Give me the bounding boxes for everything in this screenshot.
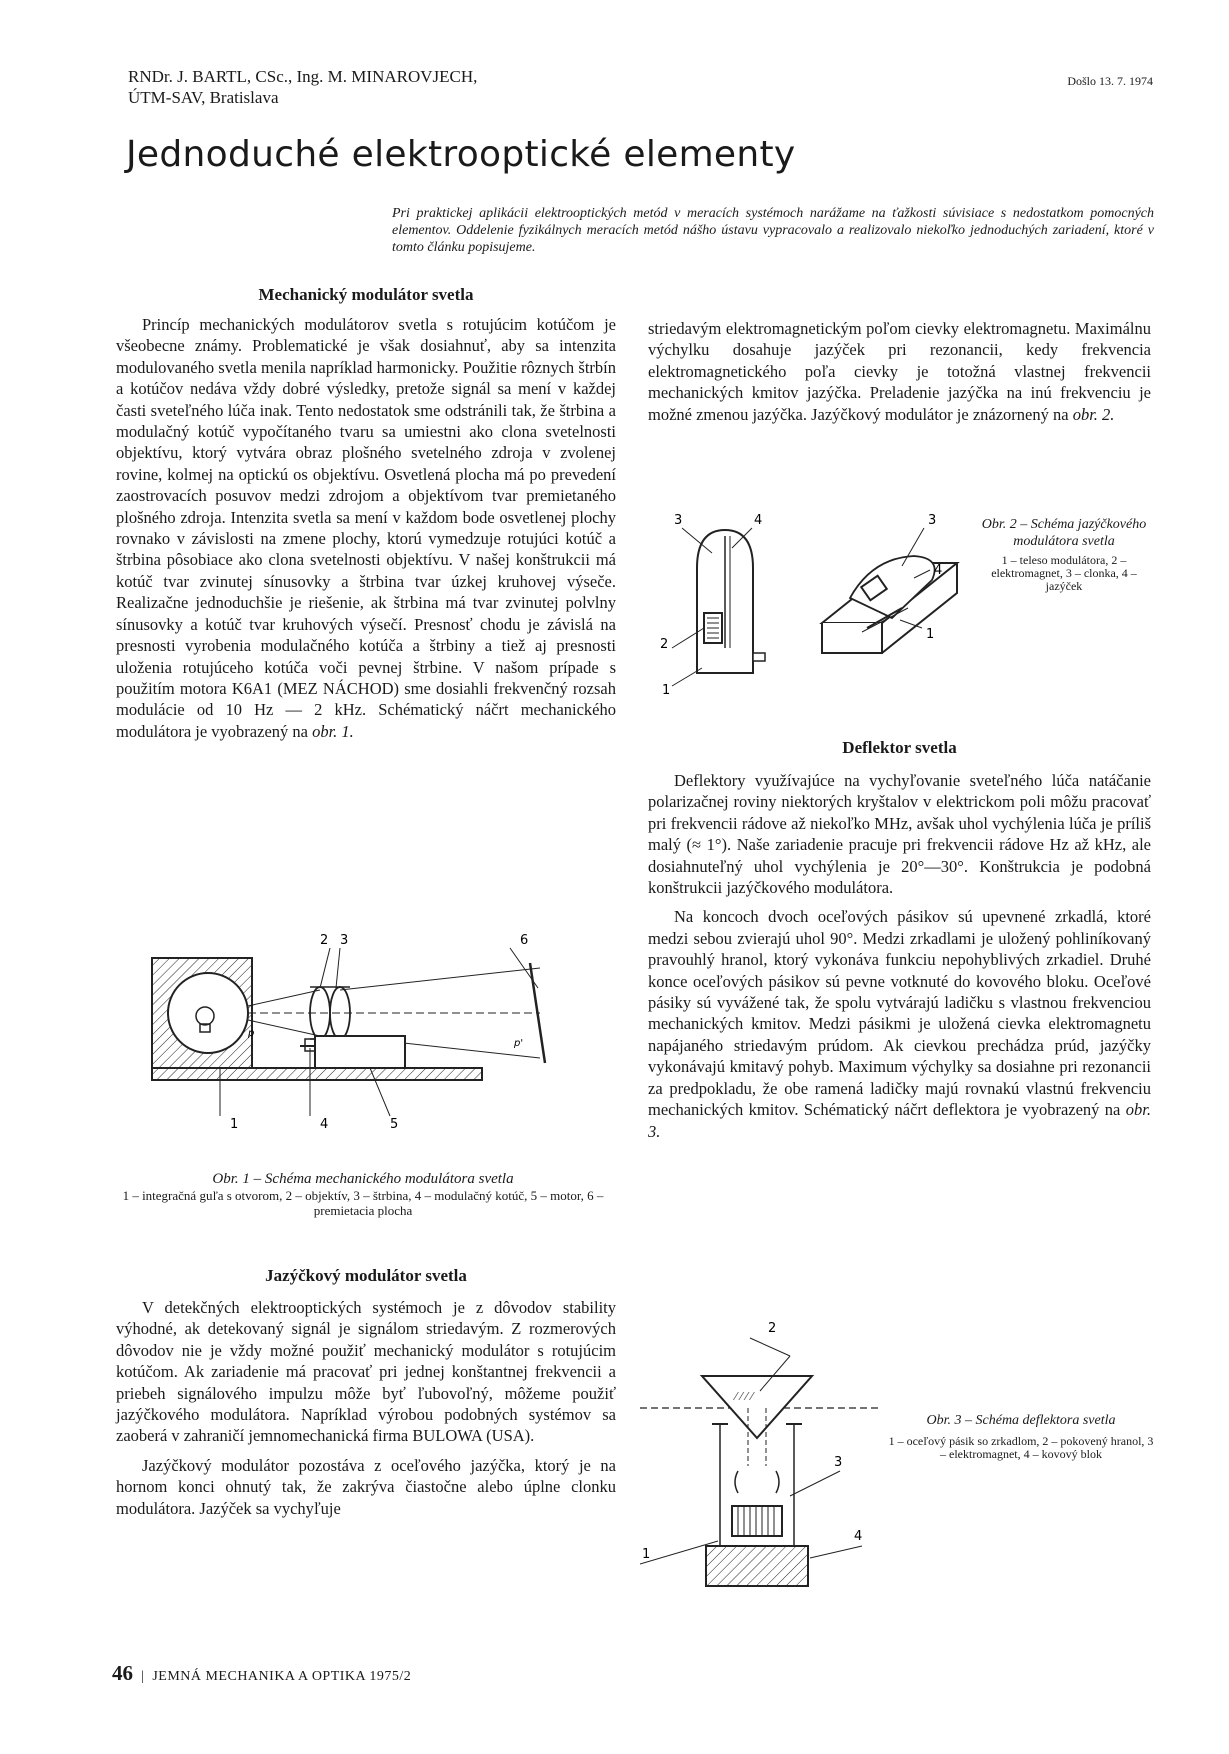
authors-line: RNDr. J. BARTL, CSc., Ing. M. MINAROVJECH,: [128, 67, 478, 86]
paragraph: [648, 906, 1151, 1141]
figure-title: Obr. 1 – Schéma mechanického modulátora svetla: [212, 1171, 514, 1187]
figure-3-deflector: [640, 1296, 900, 1626]
figure-legend: 1 – teleso modulátora, 2 – elektromagnet, 3 – clonka, 4 – jazýček: [991, 553, 1137, 593]
section-heading-tongue: Jazýčkový modulátor svetla: [265, 1266, 467, 1285]
figure-title: Obr. 3 – Schéma deflektora svetla: [926, 1413, 1116, 1428]
figure-reference: obr. 2.: [1072, 404, 1115, 424]
paragraph-text: striedavým elektromagnetickým poľom cievky elektromagnetu. Maximálnu výchylku dosahuje jazýček pri rezonancii, kedy frekvencia elektromagnetického poľa cievky je totožná vlastnej frekvencii mechanických kmitov jazýčka. Preladenie jazýčka na inú frekvenciu je možné zmenou jazýčka. Jazýčkový modulátor je znázornený na: [648, 319, 1151, 424]
affiliation-line: ÚTM-SAV, Bratislava: [128, 88, 279, 107]
figure-label: 4: [754, 513, 763, 528]
paragraph: V detekčných elektrooptických systémoch je z dôvodov stability výhodné, ak detekovaný signál je signálom striedavým. Z rozmerových dôvodov nie je vždy možné použiť mechanický modulátor s rotujúcim kotúčom. Ak zariadenie má pracovať pri jednej konštantnej frekvencii a priebeh signálového impulzu môže byť ľubovoľný, môžeme použiť jazýčkového modulátora. Napríklad výrobou podobných systémov sa zaoberá v zahraničí jemnomechanická firma BULOWA (USA).: [116, 1298, 616, 1446]
paragraph: [116, 314, 616, 742]
figure-3-caption: [888, 1412, 1154, 1461]
figure-2-tongue-modulator: [652, 508, 982, 698]
figure-reference: obr. 3.: [648, 1100, 1151, 1141]
figure-label: 2: [768, 1321, 777, 1336]
tongue-text: [116, 1297, 616, 1519]
figure-title: Obr. 2 – Schéma jazýčkového modulátora svetla: [981, 517, 1147, 549]
figure-label: 1: [662, 683, 671, 698]
figure-label: 3: [674, 513, 683, 528]
journal-name: JEMNÁ MECHANIKA A OPTIKA 1975/2: [152, 1669, 412, 1684]
article-abstract: Pri praktickej aplikácii elektrooptických metód v meracích systémoch narážame na ťažkosti súvisiace s nedostatkom pomocných elementov. Oddelenie fyzikálnych meracích metód nášho ústavu vypracovalo a realizovalo niekoľko jednoduchých zariadení, ktoré v tomto článku popisujeme.: [392, 206, 1154, 255]
figure-label: p': [514, 1038, 524, 1049]
figure-legend: 1 – integračná guľa s otvorom, 2 – objektív, 3 – štrbina, 4 – modulačný kotúč, 5 – motor, 6 – premietacia plocha: [122, 1188, 604, 1218]
figure-label: 3: [834, 1455, 843, 1470]
section-heading-mechanical: Mechanický modulátor svetla: [258, 285, 474, 304]
paragraph-text: Na koncoch dvoch oceľových pásikov sú upevnené zrkadlá, ktoré medzi sebou zvierajú uhol 90°. Medzi zrkadlami je uložený pohliníkovaný pravouhlý hranol, ktorý vykonáva funkciu nepohyblivých zrkadiel. Druhé konce oceľových pásikov sú pevne votknuté do kovového bloku. Oceľové pásiky sú vyvážené tak, že spolu vytvárajú ladičku s vlastnou frekvenciou mechanických kmitov. Medzi pásikmi je uložená cievka elektromagnetu napájaného striedavým prúdom. Ak cievkou prechádza prúd, jazýčky vykonávajú kmitavý pohyb. Maximum výchylky sa dosiahne pri rezonancii za predpokladu, že obe ramená ladičky majú rovnakú vlastnú frekvenciu mechanických kmitov. Schématický náčrt deflektora je vyobrazený na: [648, 907, 1151, 1120]
footer-separator: |: [137, 1669, 149, 1684]
figure-label: 1: [642, 1547, 651, 1562]
received-date: Došlo 13. 7. 1974: [1067, 74, 1153, 88]
paragraph-text: Princíp mechanických modulátorov svetla s rotujúcim kotúčom je všeobecne známy. Problematické je však dosiahnuť, aby sa intenzita modulovaného svetla menila napríklad harmonicky. Použitie rôznych štrbín a kotúčov nedáva vždy dobré výsledky, pretože signál sa mení v každej časti sveteľného lúča inak. Tento nedostatok sme odstránili tak, že štrbina a modulačný kotúč vypočítaného tvaru sa umiestni ako clona svetelnosti objektívu, ktorý vytvára obraz plošného svetelného zdroja v zvolenej rovine, kolmej na optickú os objektívu. Osvetlená plocha má po prevedení zaostrovacích posuvov medzi zdrojom a objektívom tvar premietaného plošného zdroja. Intenzita svetla sa mení v každom bode osvetlenej plochy rovnako v závislosti na zmene plochy, ktorú vymedzuje rotujúci kotúč a štrbina pôsobiace ako clona svetelnosti objektívu. V našej konštrukcii má kotúč tvar zvinutej sínusovky a štrbina tvar úzkej kruhovej výseče. Realizačne jednoduchšie je riešenie, ak štrbina má tvar zvinutej polvlny sínusovky a kotúč tvar kruhových výsečí. Presnosť chodu je závislá na presnosti vyrobenia modulačného kotúča a štrbiny a tiež aj presnosti uloženia rotujúceho kotúča voči pevnej štrbine. V našom prípade s použitím motora K6A1 (MEZ NÁCHOD) sme dosiahli frekvenčný rozsah modulácie od 10 Hz — 2 kHz. Schématický náčrt mechanického modulátora je vyobrazený na: [116, 315, 616, 741]
page-number: 46: [112, 1661, 133, 1685]
article-title: Jednoduché elektrooptické elementy: [126, 134, 796, 175]
figure-1-caption: [108, 1170, 618, 1218]
mechanical-text: [116, 314, 616, 742]
svg-text:⁄ ⁄ ⁄ ⁄: ⁄ ⁄ ⁄ ⁄: [735, 1390, 753, 1403]
figure-label: 1: [926, 627, 935, 642]
page-footer: [112, 1661, 411, 1686]
figure-label: 4: [854, 1529, 863, 1544]
figure-label: 3: [340, 933, 349, 948]
figure-label: 2: [660, 637, 669, 652]
authors-block: [128, 66, 477, 108]
figure-label: 4: [934, 563, 943, 578]
paragraph: Deflektory využívajúce na vychyľovanie sveteľného lúča natáčanie polarizačnej roviny niektorých kryštalov v elektrickom poli môžu pracovať pri frekvencii rádove až niekoľko MHz, avšak uhol vychýlenia lúča je príliš malý (≈ 1°). Naše zariadenie pracuje pri frekvencii rádove Hz až kHz, ale dosiahnuteľný uhol vychýlenia je 20°—30°. Konštrukcia je podobná konštrukcii jazýčkového modulátora.: [648, 771, 1151, 898]
figure-reference: obr. 1.: [312, 721, 354, 741]
figure-label: 5: [390, 1117, 399, 1132]
figure-label: 4: [320, 1117, 329, 1132]
deflector-text: [648, 770, 1151, 1142]
paragraph: Jazýčkový modulátor pozostáva z oceľového jazýčka, ktorý je na hornom konci ohnutý tak, že zakrýva čiastočne alebo úplne clonku modulátora. Jazýček sa vychyľuje: [116, 1455, 616, 1518]
figure-1-mechanical-modulator: [140, 928, 580, 1148]
paragraph: [648, 318, 1151, 425]
figure-label: 2: [320, 933, 329, 948]
figure-label: 1: [230, 1117, 239, 1132]
tongue-text-continued: [648, 318, 1151, 425]
section-heading-deflector: Deflektor svetla: [842, 738, 957, 757]
figure-label: 3: [928, 513, 937, 528]
figure-label: p: [248, 1028, 255, 1039]
figure-label: 6: [520, 933, 529, 948]
figure-2-caption: [976, 516, 1152, 593]
figure-legend: 1 – oceľový pásik so zrkadlom, 2 – pokovený hranol, 3 – elektromagnet, 4 – kovový blok: [888, 1434, 1154, 1461]
